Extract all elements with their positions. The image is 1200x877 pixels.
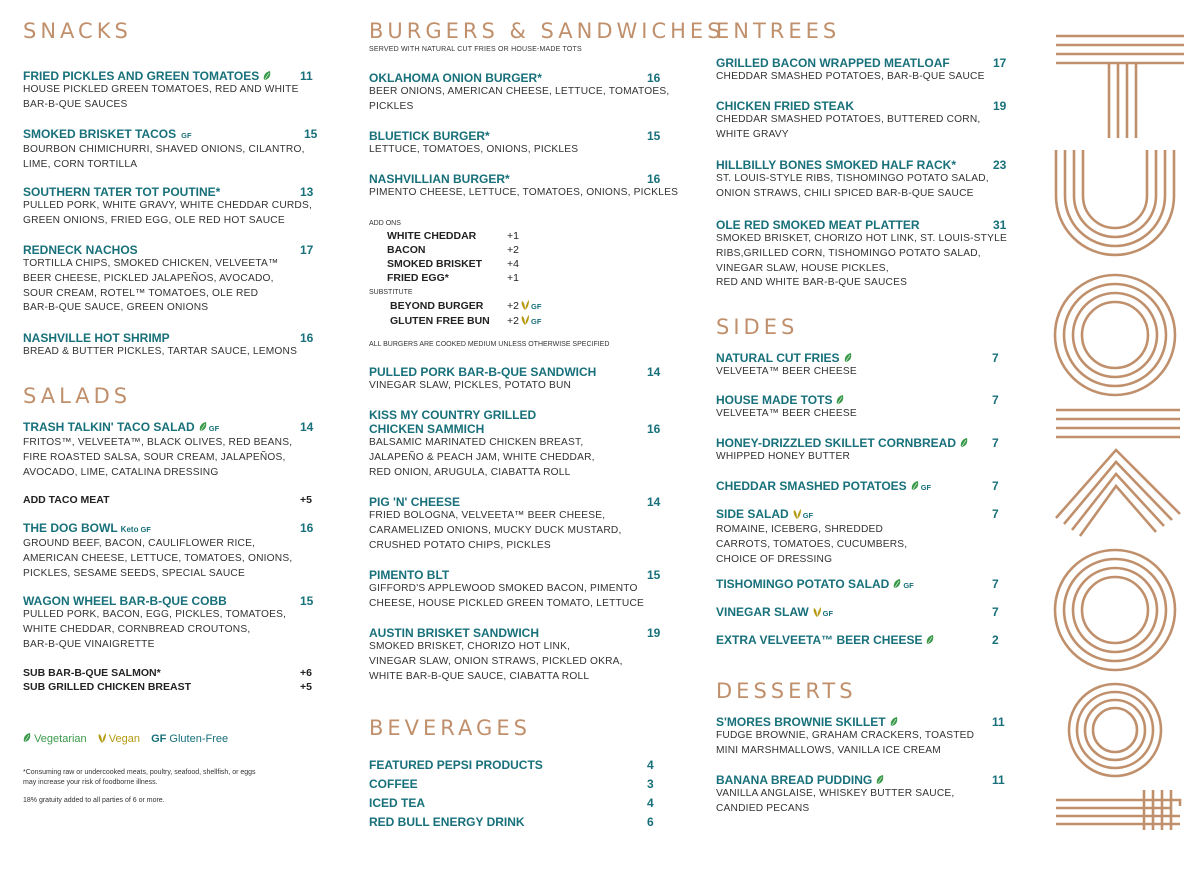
lookout-logo [1040,30,1190,836]
menu-item [716,158,1012,202]
item-price: 13 [300,185,314,199]
section-title-snacks: SNACKS [23,19,132,43]
item-desc-line: ST. LOUIS-STYLE RIBS, TISHOMINGO POTATO SALAD, [716,173,989,184]
add-on-row [387,272,537,286]
item-name: TISHOMINGO POTATO SALAD [716,577,890,591]
legend-vegetarian: Vegetarian [34,733,87,745]
item-name: HILLBILLY BONES SMOKED HALF RACK* [716,158,957,172]
item-price: 7 [992,351,999,365]
item-desc-line: PULLED PORK, WHITE GRAVY, WHITE CHEDDAR CURDS, [23,200,313,211]
item-name: TRASH TALKIN' TACO SALAD [23,420,195,434]
item-name: NASHVILLE HOT SHRIMP [23,331,170,345]
item-price: 15 [647,568,661,582]
substitute-row [390,315,560,329]
vegan-sprout-icon [813,607,821,617]
item-desc-line: FUDGE BROWNIE, GRAHAM CRACKERS, TOASTED [716,730,975,741]
substitute-price: +2 [507,300,519,312]
gluten-free-badge: GF [140,525,151,534]
logo-letter-o [1055,550,1175,670]
item-price: 7 [992,577,999,591]
item-desc-line: PIMENTO CHEESE, LETTUCE, TOMATOES, ONIONS, PICKLES [369,187,679,198]
add-on-label: ADD TACO MEAT [23,494,110,506]
item-desc-line: LIME, CORN TORTILLA [23,158,138,170]
add-on-row [387,244,537,258]
menu-item [716,577,1012,593]
item-desc-line: JALAPEÑO & PEACH JAM, WHITE CHEDDAR, [369,451,595,463]
beverage-item [369,815,685,829]
item-desc-line: BALSAMIC MARINATED CHICKEN BREAST, [369,437,584,448]
item-price: 3 [647,777,654,791]
menu-item [369,408,685,480]
item-desc-line: WHITE CHEDDAR, CORNBREAD CROUTONS, [23,623,251,635]
item-desc-line: HOUSE PICKLED GREEN TOMATOES, RED AND WHITE [23,84,299,95]
add-ons-label: ADD ONS [369,220,401,227]
beverage-item [369,758,685,772]
add-on-row [387,230,537,244]
item-desc-line: CHOICE OF DRESSING [716,553,833,565]
sub-price: +6 [300,667,312,679]
vegetarian-leaf-icon [890,717,898,727]
menu-item [369,495,685,553]
item-name: CHICKEN FRIED STEAK [716,99,855,113]
item-price: 7 [992,479,999,493]
item-name: S'MORES BROWNIE SKILLET [716,715,886,729]
add-on-label: BACON [387,244,426,256]
item-desc-line: VINEGAR SLAW, PICKLES, POTATO BUN [369,380,572,391]
item-desc-line: BAR-B-QUE SAUCES [23,98,128,110]
item-name: SMOKED BRISKET TACOS [23,127,177,141]
beverage-item [369,777,685,791]
item-desc-line: CHEDDAR SMASHED POTATOES, BUTTERED CORN, [716,114,981,125]
raw-food-note [23,768,256,788]
menu-item [716,507,1012,567]
section-subtitle: SERVED WITH NATURAL CUT FRIES OR HOUSE-MADE TOTS [369,46,582,53]
menu-item [369,172,685,201]
item-price: 14 [300,420,314,434]
add-on-label: FRIED EGG* [387,272,449,284]
item-price: 16 [647,172,661,186]
menu-item [716,99,1012,143]
item-desc-line: SOUR CREAM, ROTEL™ TOMATOES, OLE RED [23,287,259,299]
item-desc-line: WHITE GRAVY [716,128,789,140]
item-name: CHEDDAR SMASHED POTATOES [716,479,907,493]
item-price: 7 [992,605,999,619]
item-name: PIMENTO BLT [369,568,450,582]
item-price: 17 [300,243,314,257]
item-price: 7 [992,436,999,450]
item-price: 7 [992,507,999,521]
menu-item [369,568,685,612]
gluten-free-badge: GF [208,424,220,433]
menu-item [716,633,1012,647]
substitute-label: GLUTEN FREE BUN [390,315,490,327]
item-desc-line: SMOKED BRISKET, CHORIZO HOT LINK, ST. LOUIS-STYLE [716,233,1007,244]
item-name: SOUTHERN TATER TOT POUTINE* [23,185,221,199]
item-desc-line: BAR-B-QUE SAUCE, GREEN ONIONS [23,302,209,314]
item-desc-line: CARROTS, TOMATOES, CUCUMBERS, [716,538,908,550]
item-desc-line: RED ONION, ARUGULA, CIABATTA ROLL [369,466,571,478]
vegetarian-leaf-icon [199,422,207,432]
item-name: EXTRA VELVEETA™ BEER CHEESE [716,633,923,647]
item-desc-line: RED AND WHITE BAR-B-QUE SAUCES [716,277,908,289]
item-name: GRILLED BACON WRAPPED MEATLOAF [716,56,950,70]
item-desc-line: FRIED BOLOGNA, VELVEETA™ BEER CHEESE, [369,510,606,521]
item-price: 17 [993,56,1007,70]
add-on-price: +1 [507,230,519,242]
logo-letter-o [1055,275,1175,395]
vegetarian-leaf-icon [844,353,852,363]
item-desc-line: FIRE ROASTED SALSA, SOUR CREAM, JALAPEÑOS, [23,451,286,463]
item-price: 11 [992,773,1005,787]
item-desc-line: BOURBON CHIMICHURRI, SHAVED ONIONS, CILANTRO, [23,144,305,155]
section-title-sides: SIDES [716,315,799,339]
item-name: BANANA BREAD PUDDING [716,773,873,787]
item-name: COFFEE [369,777,418,791]
substitute-label: SUBSTITUTE [369,289,413,296]
item-name: NASHVILLIAN BURGER* [369,172,510,186]
item-desc-line: VELVEETA™ BEER CHEESE [716,408,857,419]
vegetarian-leaf-icon [893,579,901,589]
item-price: 11 [300,69,313,83]
item-price: 11 [992,715,1005,729]
sub-salmon [23,667,315,681]
item-price: 16 [300,331,314,345]
item-name: ICED TEA [369,796,426,810]
section-title-salads: SALADS [23,384,132,408]
section-title-desserts: DESSERTS [716,679,857,703]
vegan-sprout-icon [793,509,801,519]
item-price: 4 [647,796,654,810]
legend-gluten-free: Gluten-Free [169,733,229,745]
gluten-free-badge: GF [181,131,192,140]
item-name: SIDE SALAD [716,507,789,521]
item-desc-line: BEER CHEESE, PICKLED JALAPEÑOS, AVOCADO, [23,272,274,284]
item-name: HOUSE MADE TOTS [716,393,833,407]
item-name: RED BULL ENERGY DRINK [369,815,525,829]
logo-letter-k [1056,410,1180,536]
legend-gf-badge: GF [151,733,167,745]
item-price: 19 [647,626,661,640]
menu-item [369,71,685,115]
item-name: BLUETICK BURGER* [369,129,490,143]
item-price: 14 [647,495,661,509]
add-on-price: +5 [300,494,312,506]
item-price: 16 [647,71,661,85]
item-desc-line: LETTUCE, TOMATOES, ONIONS, PICKLES [369,144,579,155]
item-name: AUSTIN BRISKET SANDWICH [369,626,539,640]
menu-item [23,185,315,229]
item-price: 19 [993,99,1007,113]
section-title-burgers: BURGERS & SANDWICHES [369,19,725,43]
add-on-price: +4 [507,258,519,270]
item-price: 16 [300,521,314,535]
menu-item [23,127,318,173]
item-name: HONEY-DRIZZLED SKILLET CORNBREAD [716,436,956,450]
item-desc-line: RIBS,GRILLED CORN, TISHOMINGO POTATO SALAD, [716,247,981,259]
menu-item [369,129,685,158]
vegan-sprout-icon [521,300,529,310]
gluten-free-badge: GF [822,609,834,618]
item-desc-line: PICKLES [369,100,414,112]
item-price: 15 [647,129,661,143]
gluten-free-badge: GF [903,581,914,590]
item-name: PIG 'N' CHEESE [369,495,461,509]
item-desc-line: CRUSHED POTATO CHIPS, PICKLES [369,539,551,551]
menu-item [23,594,315,652]
item-name: WAGON WHEEL BAR-B-QUE COBB [23,594,227,608]
item-desc-line: GIFFORD'S APPLEWOOD SMOKED BACON, PIMENTO [369,583,638,594]
vegetarian-leaf-icon [836,395,844,405]
menu-item [369,626,685,684]
add-taco-meat [23,494,315,508]
gluten-free-badge: GF [802,511,814,520]
keto-badge: Keto [120,525,139,534]
item-desc-line: WHIPPED HONEY BUTTER [716,451,850,462]
item-desc-line: ROMAINE, ICEBERG, SHREDDED [716,524,884,535]
menu-item [23,420,315,480]
item-name: VINEGAR SLAW [716,605,809,619]
dietary-legend [23,733,228,745]
vegetarian-leaf-icon [960,438,968,448]
logo-letter-o [1069,684,1161,776]
item-desc-line: TORTILLA CHIPS, SMOKED CHICKEN, VELVEETA™ [23,258,279,269]
cooked-note: ALL BURGERS ARE COOKED MEDIUM UNLESS OTHERWISE SPECIFIED [369,341,610,348]
sub-chicken [23,681,315,695]
add-on-row [387,258,537,272]
item-desc-line: PULLED PORK, BACON, EGG, PICKLES, TOMATOES, [23,609,287,620]
sub-label: SUB GRILLED CHICKEN BREAST [23,681,192,693]
item-price: 15 [304,127,318,141]
item-price: 7 [992,393,999,407]
gluten-free-badge: GF [920,483,932,492]
logo-letter-l [1056,790,1180,830]
item-desc-line: MINI MARSHMALLOWS, VANILLA ICE CREAM [716,744,941,756]
item-desc-line: VELVEETA™ BEER CHEESE [716,366,857,377]
beverage-item [369,796,685,810]
menu-item [716,715,1012,759]
vegetarian-leaf-icon [926,635,934,645]
substitute-price: +2 [507,315,519,327]
menu-item [23,69,315,113]
item-desc-line: BEER ONIONS, AMERICAN CHEESE, LETTUCE, TOMATOES, [369,86,670,97]
item-desc-line: ONION STRAWS, CHILI SPICED BAR-B-QUE SAUCE [716,187,974,199]
item-price: 23 [993,158,1007,172]
logo-letter-t [1056,36,1184,138]
add-on-label: SMOKED BRISKET [387,258,483,270]
item-price: 15 [300,594,314,608]
vegan-sprout-icon [521,315,529,325]
substitute-row [390,300,560,314]
add-on-price: +1 [507,272,519,284]
item-name: OLE RED SMOKED MEAT PLATTER [716,218,920,232]
item-desc-line: SMOKED BRISKET, CHORIZO HOT LINK, [369,641,571,652]
item-desc-line: CHEESE, HOUSE PICKLED GREEN TOMATO, LETTUCE [369,597,645,609]
menu-item [369,365,685,394]
item-name: THE DOG BOWL [23,521,118,535]
item-name: OKLAHOMA ONION BURGER* [369,71,542,85]
note-line: *Consuming raw or undercooked meats, poultry, seafood, shellfish, or eggs [23,769,256,776]
item-price: 4 [647,758,654,772]
menu-item [23,331,315,360]
item-name: PULLED PORK BAR-B-QUE SANDWICH [369,365,597,379]
gluten-free-badge: GF [530,317,542,326]
gluten-free-badge: GF [530,302,542,311]
item-name: FEATURED PEPSI PRODUCTS [369,758,543,772]
add-on-label: WHITE CHEDDAR [387,230,477,242]
item-desc-line: AMERICAN CHEESE, LETTUCE, TOMATOES, ONIONS, [23,552,293,564]
substitute-label: BEYOND BURGER [390,300,484,312]
gratuity-note: 18% gratuity added to all parties of 6 or more. [23,797,165,804]
item-price: 14 [647,365,661,379]
item-desc-line: VANILLA ANGLAISE, WHISKEY BUTTER SAUCE, [716,788,955,799]
item-price: 2 [992,633,999,647]
item-desc-line: BREAD & BUTTER PICKLES, TARTAR SAUCE, LEMONS [23,346,298,357]
item-desc-line: GREEN ONIONS, FRIED EGG, OLE RED HOT SAUCE [23,214,285,226]
vegetarian-leaf-icon [263,71,271,81]
menu-item [716,436,1012,465]
vegetarian-leaf-icon [23,733,31,743]
item-desc-line: FRITOS™, VELVEETA™, BLACK OLIVES, RED BEANS, [23,437,293,448]
item-price: 31 [993,218,1007,232]
item-desc-line: VINEGAR SLAW, ONION STRAWS, PICKLED OKRA, [369,655,623,667]
item-desc-line: PICKLES, SESAME SEEDS, SPECIAL SAUCE [23,567,245,579]
item-desc-line: AVOCADO, LIME, CATALINA DRESSING [23,466,219,478]
item-name: REDNECK NACHOS [23,243,138,257]
item-price: 6 [647,815,654,829]
section-title-entrees: ENTREES [716,19,841,43]
menu-item [716,393,1012,422]
item-name-line2: CHICKEN SAMMICH [369,422,485,436]
item-name: KISS MY COUNTRY GRILLED [369,408,537,422]
note-line: may increase your risk of foodborne illness. [23,779,158,786]
sub-price: +5 [300,681,312,693]
menu-item [23,243,315,316]
item-name: NATURAL CUT FRIES [716,351,840,365]
menu-item [716,218,1026,291]
item-desc-line: CARAMELIZED ONIONS, MUCKY DUCK MUSTARD, [369,524,622,536]
legend-vegan: Vegan [108,733,140,745]
add-on-price: +2 [507,244,519,256]
item-desc-line: VINEGAR SLAW, HOUSE PICKLES, [716,262,889,274]
menu-item [716,479,1012,495]
menu-item [716,773,1012,817]
logo-letter-u [1056,150,1174,255]
item-desc-line: CHEDDAR SMASHED POTATOES, BAR-B-QUE SAUCE [716,71,985,82]
item-desc-line: WHITE BAR-B-QUE SAUCE, CIABATTA ROLL [369,670,590,682]
menu-item [23,521,315,581]
menu-item [716,605,1012,621]
menu-item [716,351,1012,380]
vegan-sprout-icon [98,733,106,743]
section-title-beverages: BEVERAGES [369,716,531,740]
vegetarian-leaf-icon [876,775,884,785]
vegetarian-leaf-icon [911,481,919,491]
item-desc-line: BAR-B-QUE VINAIGRETTE [23,638,155,650]
item-price: 16 [647,422,661,436]
menu-item [716,56,1012,85]
item-name: FRIED PICKLES AND GREEN TOMATOES [23,69,260,83]
sub-label: SUB BAR-B-QUE SALMON* [23,667,161,679]
item-desc-line: CANDIED PECANS [716,802,810,814]
item-desc-line: GROUND BEEF, BACON, CAULIFLOWER RICE, [23,538,256,549]
